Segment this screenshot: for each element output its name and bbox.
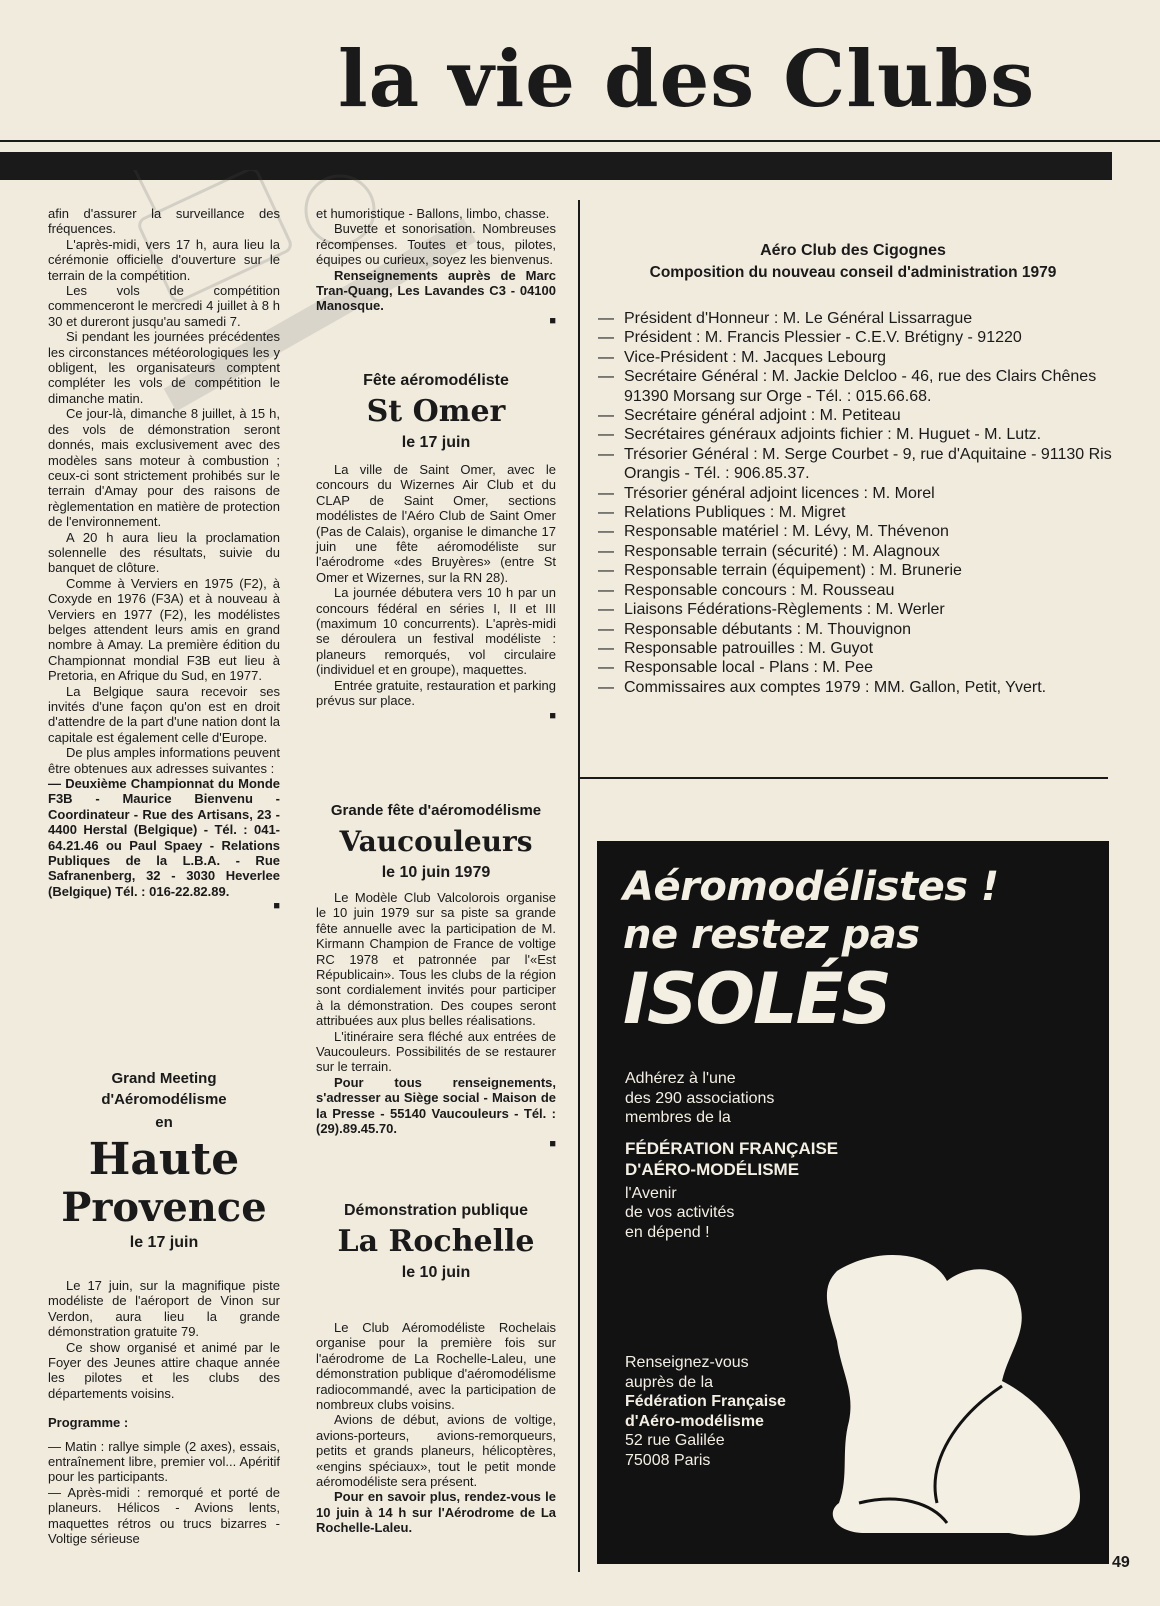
col1-para: La Belgique saura recevoir ses invités d'une façon qu'on est en droit d'attendre de la part d'une nation dont la capitale est également celle d'Europe. (48, 683, 280, 745)
list-item (598, 600, 1118, 619)
list-item (598, 503, 1118, 522)
body-para: Buvette et sonorisation. Nombreuses récompenses. Toutes et tous, pilotes, équipes ou curieux, soyez les bienvenus. (316, 221, 556, 268)
ad-line: des 290 associations (625, 1089, 775, 1107)
list-dash: — (598, 504, 614, 522)
list-item (598, 639, 1118, 658)
list-item (598, 328, 1118, 347)
ad-headline (623, 863, 1103, 959)
page-number: 49 (1112, 1554, 1130, 1571)
list-item (598, 425, 1118, 444)
list-item-text: Président d'Honneur : M. Le Général Lissarrague (624, 310, 973, 327)
body-para: — Matin : rallye simple (2 axes), essais, entraînement libre, premier vol... Apéritif pour les participants. (48, 1438, 280, 1485)
body-para: Entrée gratuite, restauration et parking prévus sur place. (316, 677, 556, 709)
section-date: le 10 juin 1979 (381, 864, 491, 881)
list-item (598, 406, 1118, 425)
ad-contact-line: 75008 Paris (625, 1451, 711, 1469)
list-item (598, 348, 1118, 367)
ad-line: en dépend ! (625, 1223, 710, 1241)
col1-para: De plus amples informations peuvent être obtenues aux adresses suivantes : (48, 745, 280, 776)
body-para: Le Modèle Club Valcolorois organise le 10 juin 1979 sur sa piste sa grande fête annuelle avec la participation de M. Kirmann Champion de France de voltige RC 1978 et patronnée par l'«Est Républicain». Tous les clubs de la région sont cordialement invités pour participer à la démonstration. Des coupes seront attribuées aux plus belles réalisations. (316, 890, 556, 1029)
body-para: — Après-midi : remorqué et porté de planeurs. Hélicos - Avions lents, maquettes rétros ou trucs bizarres - Voltige sérieuse (48, 1484, 280, 1547)
end-mark: ■ (273, 900, 280, 913)
programme-label: Programme : (48, 1415, 129, 1431)
list-item-text: Vice-Président : M. Jacques Lebourg (624, 348, 887, 366)
list-item-text: Liaisons Fédérations-Règlements : M. Werler (624, 601, 945, 619)
board-list (598, 309, 1118, 697)
col1-para: Ce jour-là, dimanche 8 juillet, à 15 h, des vols de démonstration seront donnés, mais exclusivement avec des modèles sans moteur à combustion ; ceux-ci sont strictement prohibés sur le terrain d'Amay pour des raisons de règlementation en matière de protection de l'environnement. (48, 406, 280, 530)
body-para: Renseignements auprès de Marc Tran-Quang, Les Lavandes C3 - 04100 Manosque. (316, 267, 556, 314)
ad-contact-line: Fédération Française (625, 1393, 786, 1410)
list-item-text: Secrétaires généraux adjoints fichier : M. Huguet - M. Lutz. (624, 426, 1042, 444)
kicker: Grande fête d'aéromodélisme (330, 802, 542, 819)
list-item (598, 561, 1118, 580)
list-item (598, 620, 1118, 639)
list-dash: — (598, 659, 614, 677)
list-item-text: Trésorier Général : M. Serge Courbet - 9, rue d'Aquitaine - 91130 Ris Orangis - Tél. : 906.85.37. (624, 445, 1112, 483)
column-1 (48, 206, 280, 913)
club-name: Aéro Club des Cigognes (760, 242, 946, 259)
body-para: La ville de Saint Omer, avec le concours du Wizernes Air Club et du CLAP de Saint Omer, sections modélistes de l'Aéro Club de Saint Omer (Pas de Calais), organise le dimanche 17 juin une fête aéromodéliste sur l'aérodrome «des Bruyères» (entre St Omer et Wizernes, sur la RN 28). (316, 462, 556, 585)
ad-contact-line: auprès de la (625, 1373, 714, 1391)
list-item-text: Responsable local - Plans : M. Pee (624, 659, 874, 677)
list-item-text: Président : M. Francis Plessier - C.E.V. Brétigny - 91220 (624, 329, 1022, 347)
list-item (598, 542, 1118, 561)
list-item-text: Responsable patrouilles : M. Guyot (624, 639, 874, 657)
ad-line: de vos activités (625, 1204, 735, 1221)
list-dash: — (598, 310, 614, 327)
kicker: Fête aéromodéliste (363, 372, 509, 389)
section-divider (580, 777, 1108, 779)
st-omer-body (316, 462, 556, 723)
list-item (598, 367, 1118, 406)
col1-para: Comme à Verviers en 1975 (F2), à Coxyde en 1976 (F3A) et à nouveau à Verviers en 1977 (F2), les modélistes belges attendent leurs amis en grand nombre à Amay. La première édition du Championnat mondial F3B eut lieu à Pretoria, en Afrique du Sud, en 1977. (48, 575, 280, 684)
list-item-text: Secrétaire Général : M. Jackie Delcloo - 46, rue des Clairs Chênes 91390 Morsang sur Orge - Tél. : 015.66.68. (624, 368, 1097, 405)
end-mark: ■ (549, 314, 556, 327)
col1-para: A 20 h aura lieu la proclamation solennelle des résultats, suivie du banquet de clôture. (48, 529, 280, 576)
ad-body (625, 1069, 925, 1242)
ad-headline-line: ne restez pas (623, 912, 920, 958)
section-date: le 10 juin (401, 1264, 471, 1281)
body-para: Avions de début, avions de voltige, avions-porteurs, avions-remorqueurs, petits et grands planeurs, hélicoptères, «engins spéciaux», tout le petit monde aéromodéliste sera présent. (316, 1412, 556, 1490)
ad-line: membres de la (625, 1109, 731, 1126)
body-para: L'itinéraire sera fléché aux entrées de Vaucouleurs. Possibilités de se restaurer sur le terrain. (316, 1028, 556, 1075)
list-item-text: Secrétaire général adjoint : M. Petiteau (624, 407, 901, 425)
ad-contact-line: d'Aéro-modélisme (625, 1412, 764, 1430)
list-item (598, 581, 1118, 600)
board-title: Composition du nouveau conseil d'administration 1979 (649, 264, 1057, 281)
list-item (598, 678, 1118, 697)
column-divider (578, 200, 580, 1572)
ad-line: Adhérez à l'une (625, 1070, 736, 1087)
la-rochelle-body (316, 1320, 556, 1536)
kicker: en (155, 1114, 173, 1131)
list-dash: — (598, 445, 614, 463)
section-date: le 17 juin (129, 1234, 199, 1251)
list-item (598, 658, 1118, 677)
haute-provence-heading (48, 1068, 280, 1254)
section-date: le 17 juin (401, 434, 471, 451)
ad-contact-line: 52 rue Galilée (625, 1432, 725, 1449)
list-item-text: Responsable terrain (sécurité) : M. Alagnoux (624, 542, 940, 560)
section-title: Provence (61, 1184, 267, 1231)
list-dash: — (598, 484, 614, 502)
ad-headline-line: Aéromodélistes ! (623, 864, 999, 910)
page-title: la vie des Clubs (338, 34, 1036, 125)
ad-federation (625, 1138, 925, 1180)
list-item (598, 309, 1118, 328)
end-mark: ■ (549, 1137, 556, 1150)
header-rule-band (0, 152, 1112, 180)
list-dash: — (598, 601, 614, 619)
col1-para: Si pendant les journées précédentes les circonstances météorologiques les y obligent, les organisateurs comptent compléter les vols de compétition le dimanche matin. (48, 329, 280, 406)
list-dash: — (598, 329, 614, 347)
list-dash: — (598, 426, 614, 444)
list-dash: — (598, 348, 614, 366)
section-title: St Omer (366, 394, 506, 429)
list-item-text: Responsable matériel : M. Lévy, M. Thévenon (624, 523, 949, 541)
list-item-text: Commissaires aux comptes 1979 : MM. Gallon, Petit, Yvert. (624, 678, 1047, 696)
ad-contact-line: Renseignez-vous (625, 1354, 749, 1371)
body-para: Pour tous renseignements, s'adresser au Siège social - Maison de la Presse - 55140 Vaucouleurs - Tél. : (29).89.45.70. (316, 1074, 556, 1137)
list-dash: — (598, 542, 614, 560)
la-rochelle-heading (316, 1200, 556, 1284)
list-item (598, 484, 1118, 503)
kicker: Grand Meeting (111, 1070, 217, 1087)
ad-contact (625, 1353, 865, 1470)
section-title: Haute (88, 1134, 240, 1185)
kicker: d'Aéromodélisme (101, 1091, 227, 1108)
list-item-text: Responsable concours : M. Rousseau (624, 581, 895, 599)
list-item-text: Trésorier général adjoint licences : M. Morel (624, 484, 935, 502)
list-dash: — (598, 562, 614, 580)
list-dash: — (598, 407, 614, 425)
list-dash: — (598, 620, 614, 638)
st-omer-heading (316, 370, 556, 454)
list-item (598, 522, 1118, 541)
end-mark: ■ (549, 709, 556, 722)
ad-federation-line: D'AÉRO-MODÉLISME (625, 1159, 800, 1179)
ffam-advertisement (597, 841, 1109, 1564)
list-item-text: Relations Publiques : M. Migret (624, 504, 846, 522)
body-para: Pour en savoir plus, rendez-vous le 10 juin à 14 h sur l'Aérodrome de La Rochelle-Laleu. (316, 1489, 556, 1536)
body-para: Le 17 juin, sur la magnifique piste modéliste de l'aéroport de Vinon sur Verdon, aura lieu la grande démonstration gratuite 79. (48, 1278, 280, 1340)
vaucouleurs-body (316, 890, 556, 1151)
kicker: Démonstration publique (344, 1202, 528, 1219)
col1-para: afin d'assurer la surveillance des fréquences. (48, 206, 280, 237)
haute-provence-body (48, 1278, 280, 1547)
col1-address: — Deuxième Championnat du Monde F3B - Maurice Bienvenu - Coordinateur - Rue des Artisans, 23 - 4400 Herstal (Belgique) - Tél. : 041-64.21.46 ou Paul Spaey - Relations Publiques de la L.B.A. - Rue Safranenberg, 32 - 3030 Heverlee (Belgique) Tél. : 016-22.82.89. (48, 776, 280, 899)
list-dash: — (598, 639, 614, 657)
ad-line: l'Avenir (625, 1184, 677, 1202)
section-title: Vaucouleurs (339, 825, 533, 858)
list-item (598, 445, 1118, 484)
header-rule-thin (0, 140, 1160, 142)
list-dash: — (598, 678, 614, 696)
body-para: Ce show organisé et animé par le Foyer des Jeunes attire chaque année les pilotes et les clubs des départements voisins. (48, 1339, 280, 1401)
col1-para: L'après-midi, vers 17 h, aura lieu la cérémonie officielle d'ouverture sur le terrain de la compétition. (48, 236, 280, 283)
list-dash: — (598, 368, 614, 386)
cigognes-heading (598, 240, 1108, 284)
list-dash: — (598, 581, 614, 599)
ad-federation-line: FÉDÉRATION FRANÇAISE (625, 1138, 839, 1158)
body-para: La journée débutera vers 10 h par un concours fédéral en séries I, II et III (maximum 10 concurrents). L'après-midi se déroulera un festival modéliste : planeurs remorqués, vol circulaire (individuel et en groupe), maquettes. (316, 585, 556, 678)
list-item-text: Responsable terrain (équipement) : M. Brunerie (624, 562, 962, 580)
list-item-text: Responsable débutants : M. Thouvignon (624, 620, 912, 638)
ad-headline-isoles: ISOLÉS (623, 958, 890, 1040)
section-title: La Rochelle (337, 1224, 535, 1259)
column-2-top (316, 206, 556, 328)
body-para: et humoristique - Ballons, limbo, chasse. (316, 206, 550, 221)
col1-para: Les vols de compétition commenceront le mercredi 4 juillet à 8 h 30 et dureront jusqu'au samedi 7. (48, 283, 280, 329)
vaucouleurs-heading (316, 800, 556, 884)
list-dash: — (598, 523, 614, 541)
body-para: Le Club Aéromodéliste Rochelais organise pour la première fois sur l'aérodrome de La Rochelle-Laleu, une démonstration publique d'aéromodélisme radiocommandé, avec la participation de nombreux clubs voisins. (316, 1320, 556, 1413)
